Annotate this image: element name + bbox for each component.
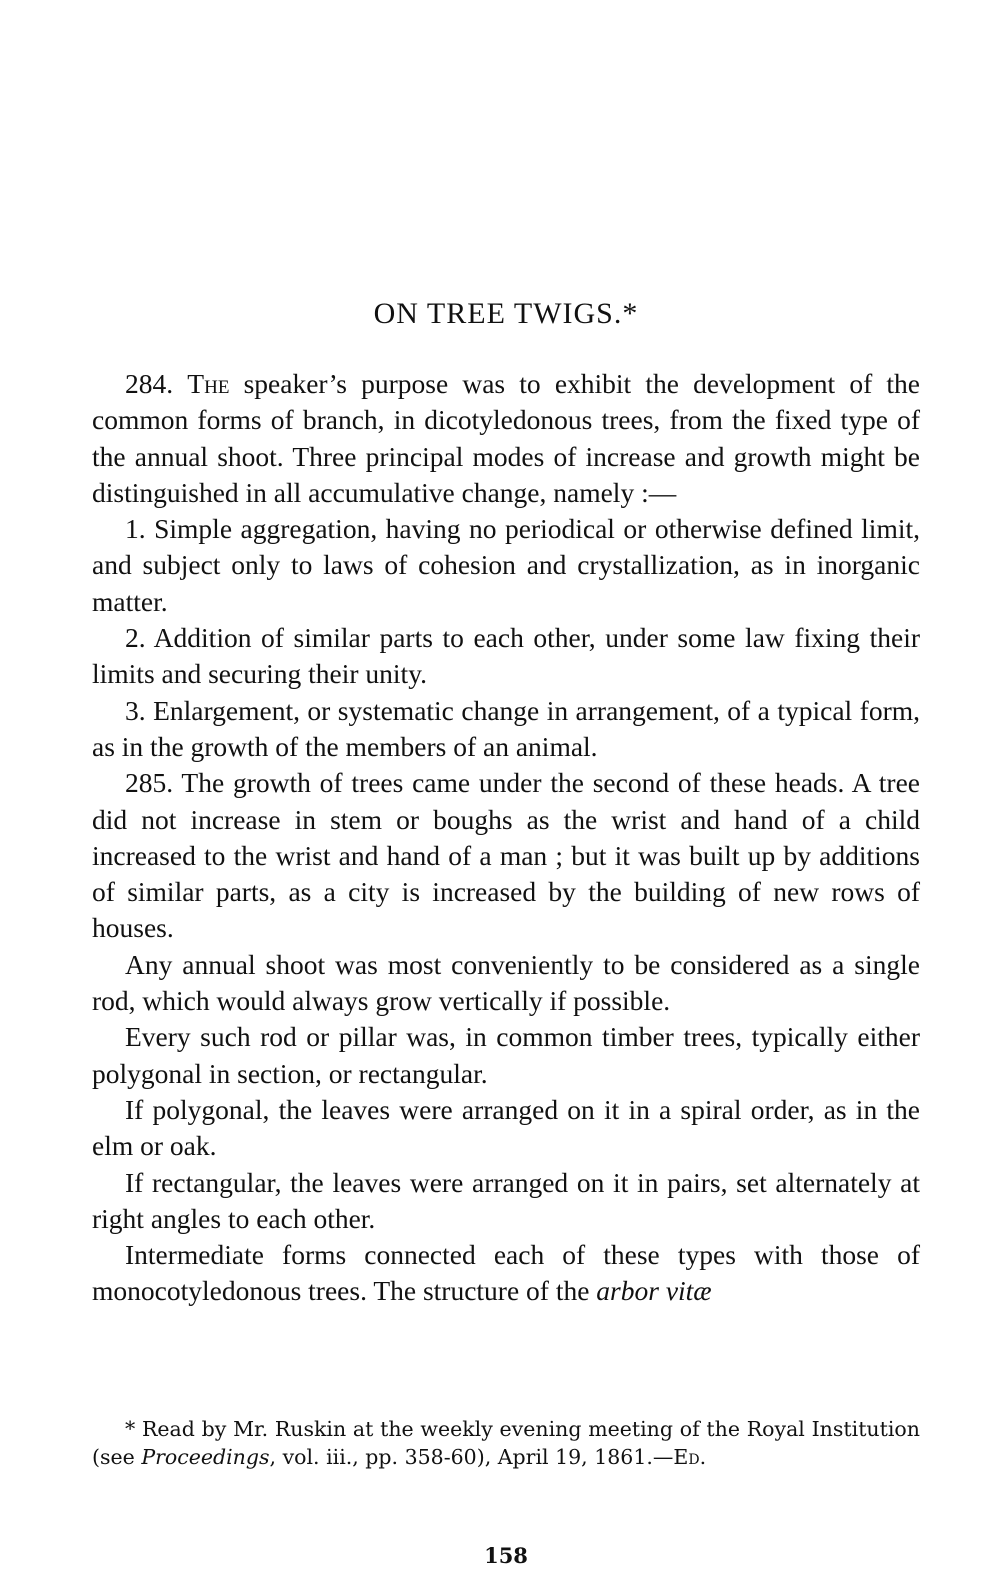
paragraph-text: speaker’s purpose was to exhibit the development of the common forms of branch, in dicotyledonous trees, from the fixed type of the annual shoot. Three principal modes of increase and growth might be distinguished in all accumulative change, namely :— xyxy=(92,368,920,508)
chapter-title: ON TREE TWIGS.* xyxy=(373,297,639,330)
body-text xyxy=(92,366,920,1310)
editor-mark-lead: E xyxy=(673,1444,689,1469)
paragraph-number: 284. xyxy=(125,368,188,399)
list-item-3: 3. Enlargement, or systematic change in arrangement, of a typical form, as in the growth of the members of an animal. xyxy=(92,694,920,762)
paragraph-285: 285. The growth of trees came under the second of these heads. A tree did not increase in stem or boughs as the wrist and hand of a child increased to the wrist and hand of a man ; but it was built up by additions of similar parts, as a city is increased by the building of new rows of houses. xyxy=(92,767,920,944)
editor-mark-rest: d. xyxy=(688,1444,707,1469)
footnote-italic: Proceedings xyxy=(141,1444,270,1469)
paragraph: If rectangular, the leaves were arranged on it in pairs, set alternately at right angles to each other. xyxy=(92,1166,920,1234)
page-number: 158 xyxy=(484,1543,528,1568)
list-item-1: 1. Simple aggregation, having no periodical or otherwise defined limit, and subject only to laws of cohesion and crystallization, as in inorganic matter. xyxy=(92,513,920,617)
paragraph-284 xyxy=(92,366,920,511)
paragraph: Any annual shoot was most conveniently to be considered as a single rod, which would always grow vertically if possible. xyxy=(92,948,920,1017)
footnote xyxy=(92,1416,920,1471)
paragraph-lead-word: The xyxy=(187,368,230,399)
italic-term: arbor vitæ xyxy=(596,1275,712,1307)
list-item-2: 2. Addition of similar parts to each other, under some law fixing their limits and securing their unity. xyxy=(92,622,920,690)
paragraph xyxy=(92,1237,920,1310)
paragraph-text: Intermediate forms connected each of these types with those of monocotyledonous trees. The structure of the xyxy=(92,1239,920,1307)
footnote-marker: * xyxy=(125,1417,142,1441)
footnote-text: , vol. iii., pp. 358-60), April 19, 1861.— xyxy=(269,1444,674,1469)
paragraph: If polygonal, the leaves were arranged on it in a spiral order, as in the elm or oak. xyxy=(92,1093,920,1162)
book-page xyxy=(92,0,920,1591)
paragraph: Every such rod or pillar was, in common timber trees, typically either polygonal in section, or rectangular. xyxy=(92,1021,920,1089)
footnote-text: Read by Mr. Ruskin at the weekly evening meeting of the Royal Institution (see xyxy=(92,1417,920,1469)
